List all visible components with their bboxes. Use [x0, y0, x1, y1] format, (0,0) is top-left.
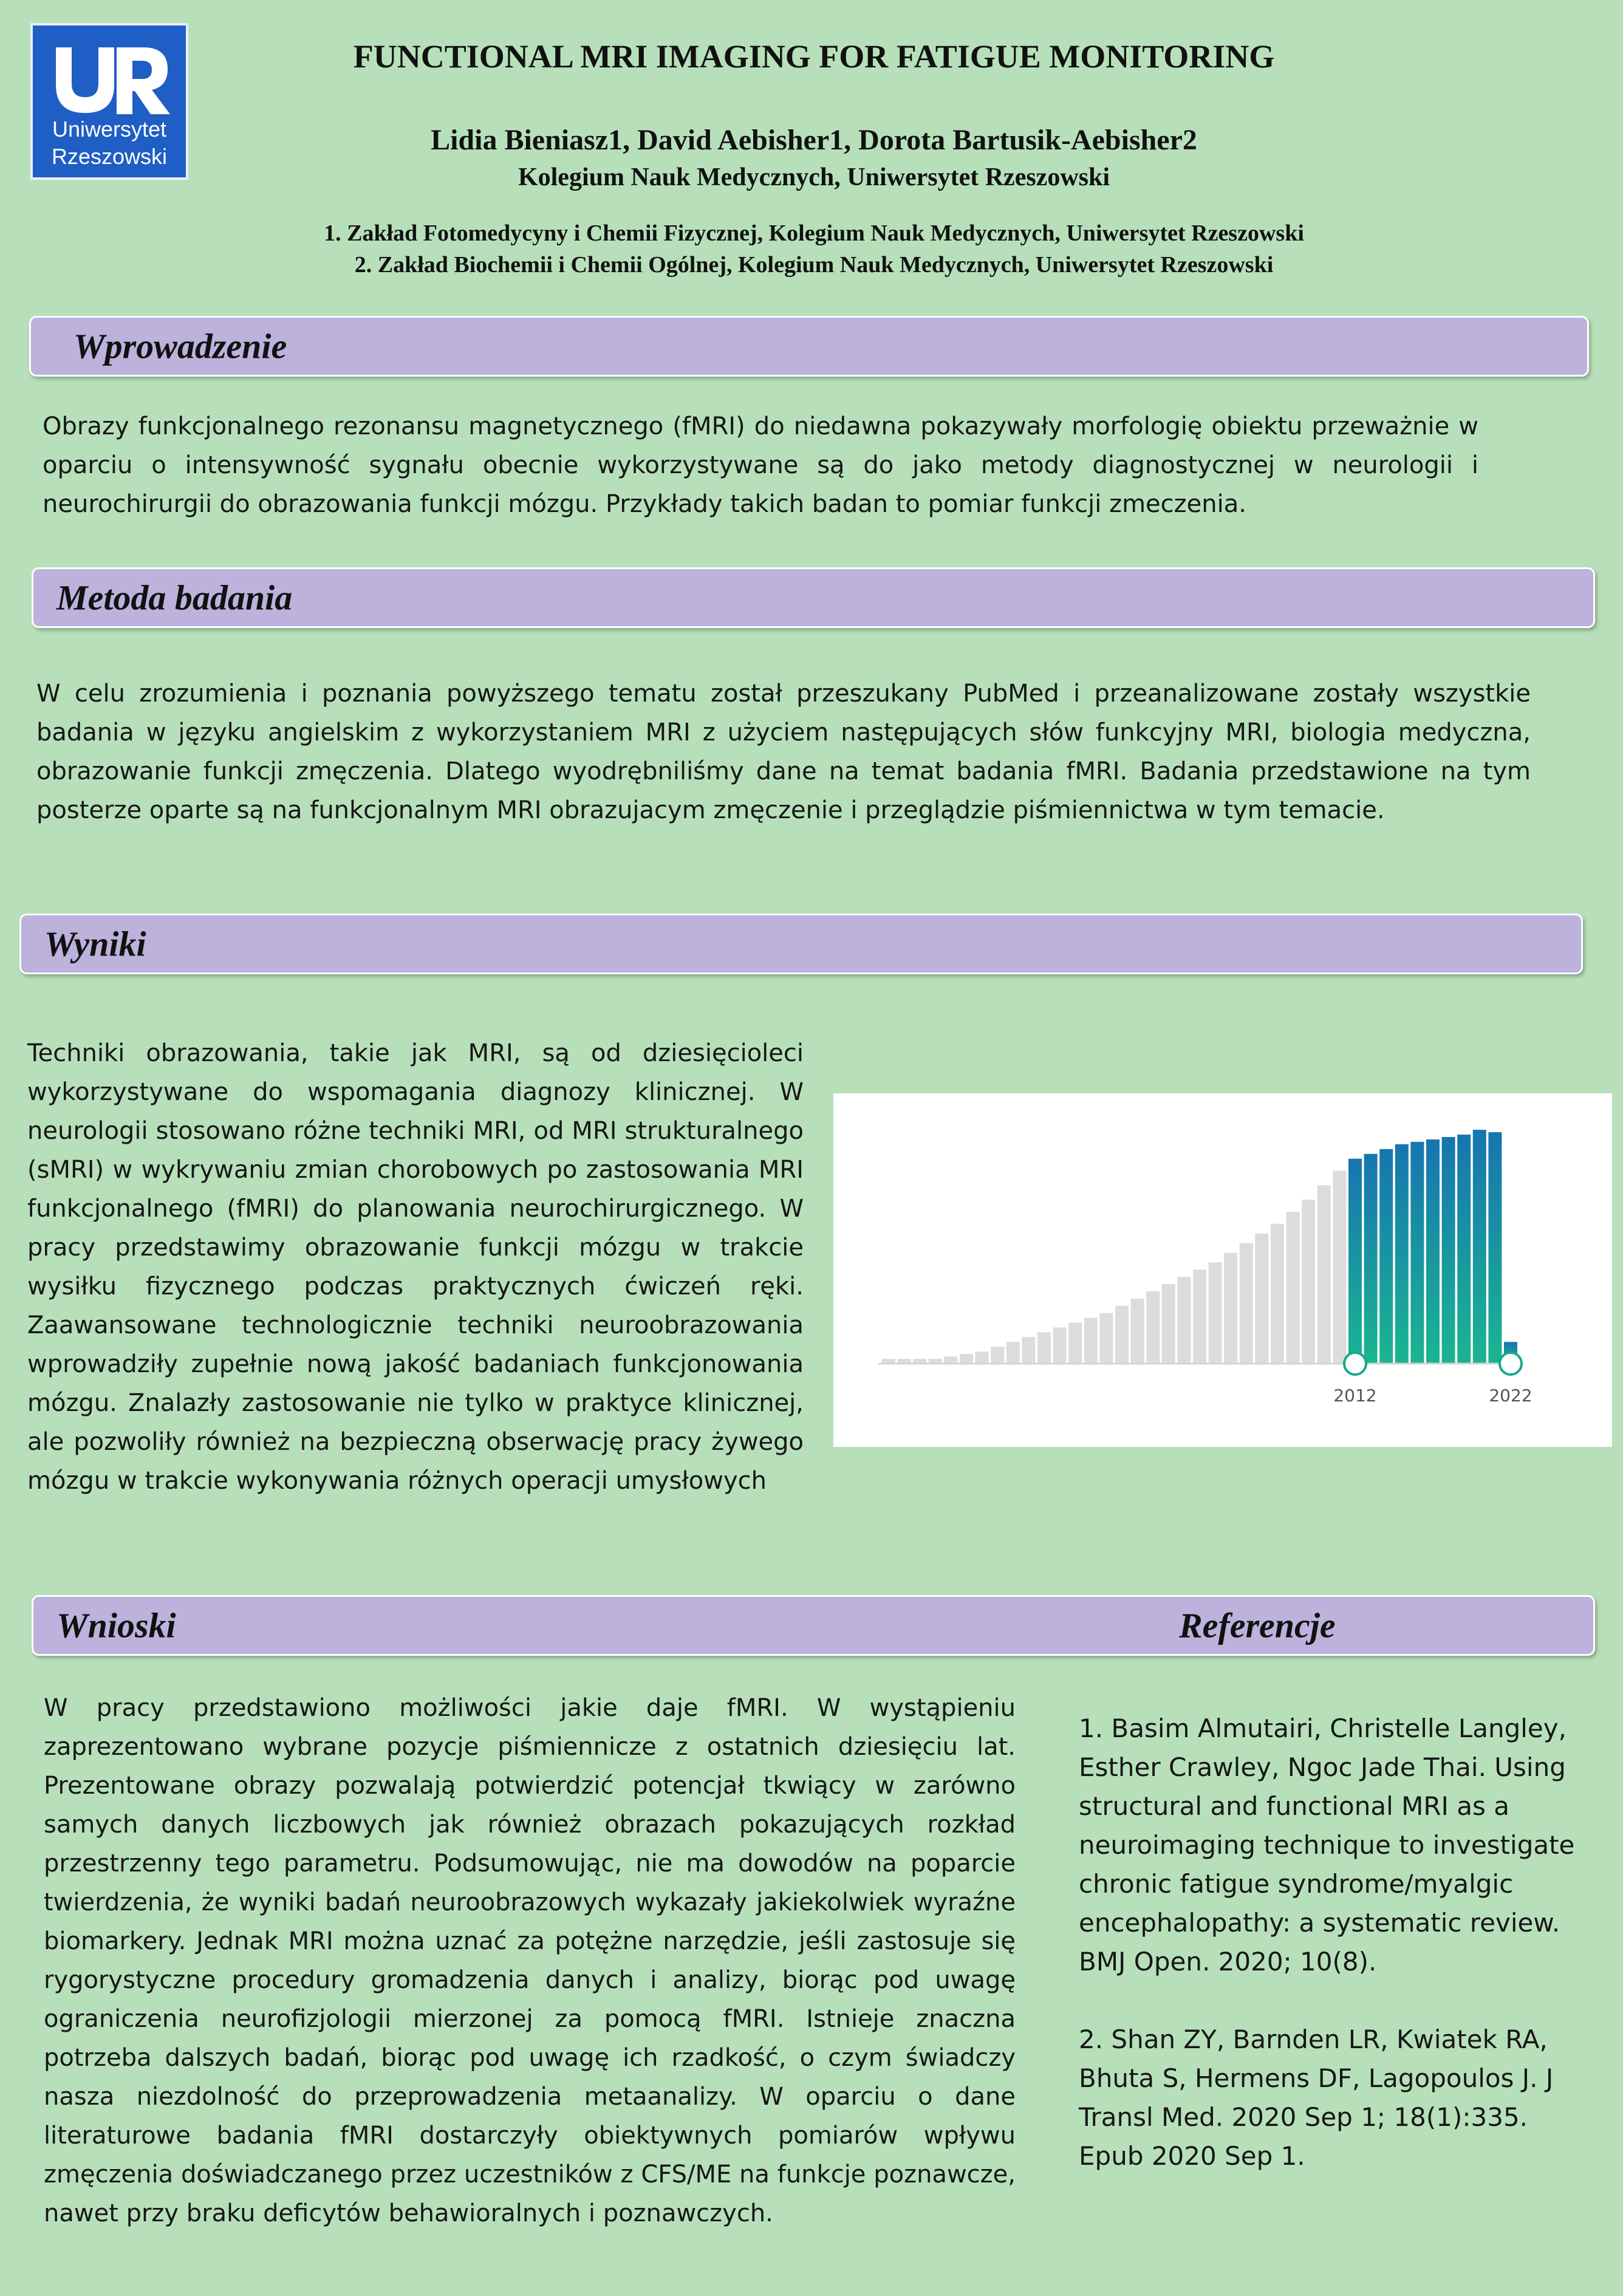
bar-2012: [1348, 1159, 1362, 1364]
bar-2006: [1255, 1234, 1268, 1364]
bar-1993: [1053, 1327, 1067, 1364]
bar-2009: [1302, 1200, 1315, 1364]
section-header-conclusions: [32, 1595, 1595, 1656]
logo-line-2: Rzeszowski: [51, 144, 168, 169]
bar-1992: [1037, 1332, 1051, 1364]
x-tick-label-2012: 2012: [1333, 1385, 1377, 1406]
range-handle-2012[interactable]: [1344, 1353, 1366, 1375]
method-body: [36, 674, 1531, 830]
authors: Lidia Bieniasz1, David Aebisher1, Dorota Bartusik-Aebisher2: [431, 124, 1197, 156]
bar-2002: [1193, 1269, 1206, 1364]
bar-2020: [1473, 1130, 1486, 1364]
bar-1994: [1068, 1323, 1082, 1364]
bar-1998: [1131, 1299, 1144, 1364]
bar-2007: [1271, 1224, 1284, 1364]
reference-2: 2. Shan ZY, Barnden LR, Kwiatek RA, Bhuta S, Hermens DF, Lagopoulos J. J Transl Med. 2020 Sep 1; 18(1):335. Epub 2020 Sep 1.: [1079, 2024, 1554, 2171]
poster-title: FUNCTIONAL MRI IMAGING FOR FATIGUE MONITORING: [353, 38, 1275, 75]
section-title-references: Referencje: [1179, 1605, 1336, 1645]
section-title-intro: Wprowadzenie: [73, 326, 287, 366]
affiliation-1: 1. Zakład Fotomedycyny i Chemii Fizycznej, Kolegium Nauk Medycznych, Uniwersytet Rzeszowski: [324, 220, 1304, 246]
conclusions-text: W pracy przedstawiono możliwości jakie daje fMRI. W wystąpieniu zaprezentowano wybrane pozycje piśmiennicze z ostatnich dziesięciu lat. Prezentowane obrazy pozwalają potwierdzić potencjał tkwiący w zarówno samych danych liczbowych jak również obrazach pokazujących rozkład przestrzenny tego parametru. Podsumowując, nie ma dowodów na poparcie twierdzenia, że wyniki badań neuroobrazowych wykazały jakiekolwiek wyraźne biomarkery. Jednak MRI można uznać za potężne narzędzie, jeśli zastosuje się rygorystyczne procedury gromadzenia danych i analizy, biorąc pod uwagę ograniczenia neurofizjologii mierzonej za pomocą fMRI. Istnieje znaczna potrzeba dalszych badań, biorąc pod uwagę ich rzadkość, o czym świadczy nasza niezdolność do przeprowadzenia metaanalizy. W oparciu o dane literaturowe badania fMRI dostarczyły obiektywnych pomiarów wpływu zmęczenia doświadczanego przez uczestników z CFS/ME na funkcje poznawcze, nawet przy braku deficytów behawioralnych i poznawczych.: [44, 1694, 1016, 2227]
bar-1987: [960, 1354, 973, 1364]
bar-1990: [1006, 1342, 1020, 1364]
bar-1989: [991, 1347, 1004, 1364]
x-tick-label-2022: 2022: [1489, 1385, 1532, 1406]
bar-1995: [1084, 1318, 1098, 1364]
section-header-results: [19, 914, 1583, 974]
college: Kolegium Nauk Medycznych, Uniwersytet Rzeszowski: [518, 163, 1110, 191]
range-handle-2022[interactable]: [1500, 1353, 1522, 1375]
references-body: [1079, 1709, 1583, 2176]
bar-2015: [1395, 1144, 1409, 1364]
bar-2019: [1457, 1135, 1471, 1364]
section-title-method: Metoda badania: [56, 578, 293, 618]
results-text: Techniki obrazowania, takie jak MRI, są od dziesięcioleci wykorzystywane do wspomagania diagnozy klinicznej. W neurologii stosowano różne techniki MRI, od MRI strukturalnego (sMRI) w wykrywaniu zmian chorobowych po zastosowania MRI funkcjonalnego (fMRI) do planowania neurochirurgicznego. W pracy przedstawimy obrazowanie funkcji mózgu w trakcie wysiłku fizycznego podczas praktycznych ćwiczeń ręki. Zaawansowane technologicznie techniki neuroobrazowania wprowadziły zupełnie nową jakość badaniach funkcjonowania mózgu. Znalazły zastosowanie nie tylko w praktyce klinicznej, ale pozwoliły również na bezpieczną obserwację pracy żywego mózgu w trakcie wykonywania różnych operacji umysłowych: [27, 1039, 804, 1495]
university-emblem-icon: [50, 43, 174, 115]
logo-line-1: Uniwersytet: [52, 117, 167, 142]
bar-2000: [1162, 1284, 1175, 1364]
conclusions-body: [44, 1689, 1016, 2233]
bar-2016: [1410, 1142, 1424, 1364]
bar-2005: [1240, 1243, 1253, 1364]
bar-2008: [1286, 1212, 1300, 1364]
bar-2010: [1317, 1185, 1331, 1364]
intro-body: [43, 407, 1478, 524]
bar-1997: [1115, 1306, 1129, 1364]
bar-2001: [1177, 1277, 1191, 1364]
bar-2013: [1364, 1154, 1378, 1364]
bar-2021: [1488, 1132, 1502, 1364]
affiliation-2: 2. Zakład Biochemii i Chemii Ogólnej, Kolegium Nauk Medycznych, Uniwersytet Rzeszowski: [354, 252, 1274, 278]
bar-2018: [1442, 1137, 1455, 1364]
publications-chart: [833, 1093, 1612, 1447]
method-text: W celu zrozumienia i poznania powyższego tematu został przeszukany PubMed i przeanalizowane zostały wszystkie badania w języku angielskim z wykorzystaniem MRI z użyciem następujących słów funkcyjny MRI, biologia medyczna, obrazowanie funkcji zmęczenia. Dlatego wyodrębniliśmy dane na temat badania fMRI. Badania przedstawione na tym posterze oparte są na funkcjonalnym MRI obrazujacym zmęczenie i przeglądzie piśmiennictwa w tym temacie.: [36, 680, 1531, 824]
results-body: [27, 1034, 804, 1500]
section-title-results: Wyniki: [44, 924, 146, 964]
bar-1999: [1146, 1291, 1160, 1364]
bar-2003: [1209, 1262, 1222, 1364]
section-header-intro: [29, 316, 1589, 377]
section-header-method: [32, 567, 1595, 628]
bar-2011: [1333, 1170, 1346, 1364]
section-title-conclusions: Wnioski: [56, 1605, 176, 1645]
bar-2004: [1224, 1252, 1237, 1364]
reference-1: 1. Basim Almutairi, Christelle Langley, Esther Crawley, Ngoc Jade Thai. Using structural and functional MRI as a neuroimaging technique to investigate chronic fatigue syndrome/myalgic encephalopathy: a systematic review. BMJ Open. 2020; 10(8).: [1079, 1713, 1575, 1977]
bar-1996: [1099, 1313, 1113, 1364]
bar-1986: [944, 1356, 957, 1364]
intro-text: Obrazy funkcjonalnego rezonansu magnetycznego (fMRI) do niedawna pokazywały morfologię obiektu przeważnie w oparciu o intensywność sygnału obecnie wykorzystywane są do jako metody diagnostycznej w neurologii i neurochirurgii do obrazowania funkcji mózgu. Przykłady takich badan to pomiar funkcji zmeczenia.: [43, 412, 1478, 518]
bar-chart: [833, 1093, 1612, 1447]
bar-1988: [976, 1351, 989, 1364]
bar-2017: [1426, 1139, 1440, 1364]
university-logo: [30, 23, 188, 180]
bar-1991: [1022, 1337, 1035, 1364]
bar-2014: [1379, 1149, 1393, 1364]
